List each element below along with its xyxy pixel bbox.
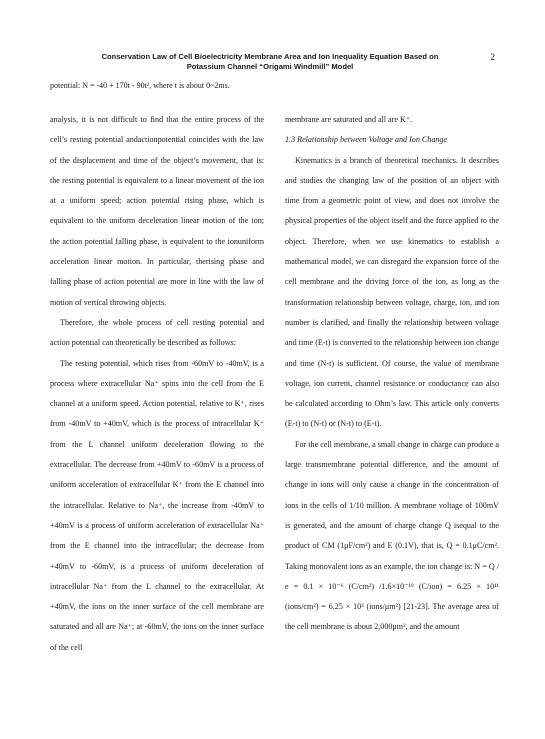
- section-heading: 1.3 Relationship between Voltage and Ion Change: [285, 135, 448, 145]
- right-column: [285, 110, 499, 638]
- left-paragraph-2: Therefore, the whole process of cell resting potential and action potential can theoretically be described as follows:: [50, 317, 264, 348]
- right-intro: membrane are saturated and all are K⁺.: [285, 115, 413, 124]
- left-paragraph-1: analysis, it is not difficult to find that the entire process of the cell’s resting potential andactionpotential coincides with the law of the displacement and time of the object’s movement, that is: the resting potential is equivalent to a linear movement of the ion at a uniform speed; action potential rising phase, which is equivalent to the uniform deceleration linear motion of the ion; the action potential falling phase, is equivalent to the ionuniform acceleration linear motion. In particular, therising phase and falling phase of action potential are more in line with the law of motion of vertical throwing objects.: [50, 115, 264, 307]
- carryover-equation-line: potential: N = -40 + 170t - 90t², where t is about 0~2ms.: [50, 81, 230, 90]
- right-paragraph-1: Kinematics is a branch of theoretical mechanics. It describes and studies the changing law of the position of an object with time from a geometric point of view, and does not involve the physical properties of the object itself and the force applied to the object. Therefore, when we use kinematics to establish a mathematical model, we can disregard the expansion force of the cell membrane and the driving force of the ion, as long as the transformation relationship between voltage, charge, ion, and ion number is clarified, and finally the relationship between voltage and time (E-t) is converted to the relationship between ion change and time (N-t) is sufficient. Of course, the value of membrane voltage, ion current, channel resistance or conductance can also be calculated according to Ohm’s law. This article only converts (E-t) to (N-t) or (N-t) to (E-t).: [285, 155, 499, 429]
- right-paragraph-2: For the cell membrane, a small change in charge can produce a large transmembrane potential difference, and the amount of change in ions will only cause a change in the concentration of ions in the cells of 1/10 million. A membrane voltage of 100mV is generated, and the amount of charge change Q isequal to the product of CM (1μF/cm²) and E (0.1V), that is, Q = 0.1μC/cm². Taking monovalent ions as an example, the ion change is: N = Q / e = 0.1 × 10⁻⁶ (C/cm²) /1.6×10⁻¹⁹ (C/ion) = 6.25 × 10¹¹ (ions/cm²) = 6.25 × 10³ (ions/μm²) [21-23]. The average area of the cell membrane is about 2,000μm², and the amount: [285, 439, 499, 632]
- running-header: [70, 52, 470, 72]
- header-title-line-2: Potassium Channel “Origami Windmill” Model: [186, 62, 354, 71]
- left-column: [50, 110, 264, 658]
- left-paragraph-3: The resting potential, which rises from -60mV to -40mV, is a process where extracellular Na⁺ spins into the cell from the E channel at a uniform speed. Action potential, relative to K⁺, rises from -40mV to +40mV, which is the process of intracellular K⁺ from the L channel uniform deceleration flowing to the extracellular. The decrease from +40mV to -60mV is a process of uniform acceleration of extracellular K⁺ from the E channel into the intracellular. Relative to Na⁺, the increase from -40mV to +40mV is a process of uniform acceleration of extracellular Na⁺ from the E channel into the intracellular; the decrease from +40mV to -60mV, is a process of uniform deceleration of intracellular Na⁺ from the L channel to the extracellular. At +40mV, the ions on the inner surface of the cell membrane are saturated and all are Na⁺; at -60mV, the ions on the inner surface of the cell: [50, 358, 264, 652]
- page-number: 2: [490, 52, 495, 62]
- header-title-line-1: Conservation Law of Cell Bioelectricity Membrane Area and Ion Inequality Equation Based on: [101, 52, 439, 61]
